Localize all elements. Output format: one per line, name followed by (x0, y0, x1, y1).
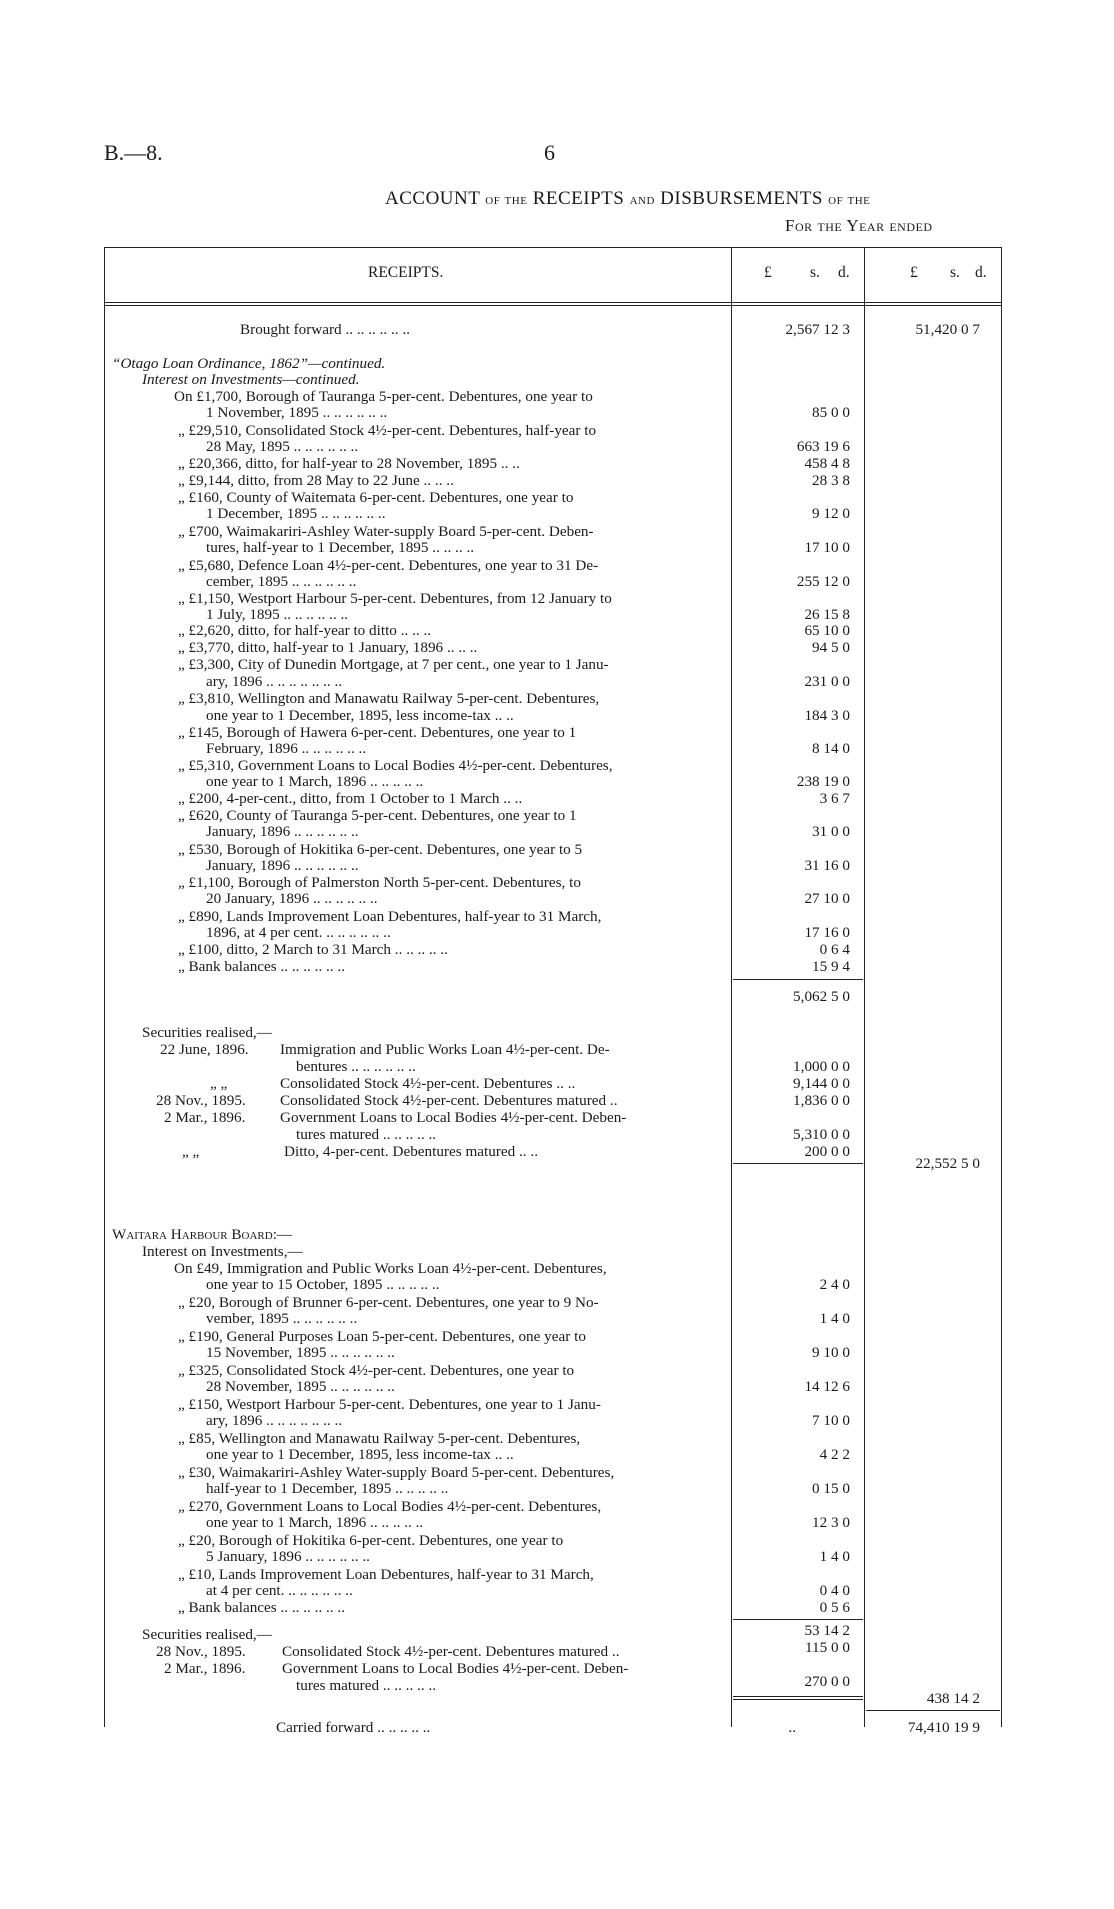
page-title: ACCOUNT of the RECEIPTS and DISBURSEMENTS of the (385, 188, 871, 209)
securities-amount: 200 0 0 (804, 1143, 850, 1160)
securities-date: „ „ (182, 1143, 200, 1160)
securities-line: tures matured .. .. .. .. .. (296, 1677, 437, 1694)
ledger-line: „ Bank balances .. .. .. .. .. .. (178, 1599, 346, 1616)
col-divider-2 (864, 247, 865, 1727)
header-rule (104, 302, 1002, 303)
ledger-line: „ £3,300, City of Dunedin Mortgage, at 7 per cent., one year to 1 Janu- (178, 656, 609, 673)
ledger-amount: 31 0 0 (812, 823, 850, 840)
securities-amount: 1,836 0 0 (793, 1092, 850, 1109)
ledger-line: „ £5,310, Government Loans to Local Bodies 4½-per-cent. Debentures, (178, 757, 613, 774)
ledger-amount: 1 4 0 (819, 1548, 850, 1565)
ledger-line: „ £150, Westport Harbour 5-per-cent. Debentures, one year to 1 Janu- (178, 1396, 601, 1413)
ledger-line: one year to 15 October, 1895 .. .. .. .. .. (206, 1276, 440, 1293)
securities-line: Consolidated Stock 4½-per-cent. Debentures matured .. (282, 1643, 620, 1660)
ledger-amount: 31 16 0 (804, 857, 850, 874)
securities-amount: 9,144 0 0 (793, 1075, 850, 1092)
ledger-line: On £49, Immigration and Public Works Loan 4½-per-cent. Debentures, (174, 1260, 607, 1277)
ledger-amount: 8 14 0 (812, 740, 850, 757)
ledger-line: „ £1,150, Westport Harbour 5-per-cent. Debentures, from 12 January to (178, 590, 612, 607)
ledger-line: „ £270, Government Loans to Local Bodies 4½-per-cent. Debentures, (178, 1498, 602, 1515)
securities-date: 28 Nov., 1895. (156, 1643, 246, 1660)
ledger-amount: 0 4 0 (819, 1582, 850, 1599)
ledger-amount: 27 10 0 (804, 890, 850, 907)
ledger-line: On £1,700, Borough of Tauranga 5-per-cent. Debentures, one year to (174, 388, 593, 405)
ledger-line: January, 1896 .. .. .. .. .. .. (206, 823, 359, 840)
ledger-line: „ £700, Waimakariri-Ashley Water-supply Board 5-per-cent. Deben- (178, 523, 594, 540)
ledger-amount: 17 10 0 (804, 539, 850, 556)
ledger-line: „ £3,810, Wellington and Manawatu Railway 5-per-cent. Debentures, (178, 690, 600, 707)
ledger-amount: 184 3 0 (804, 707, 850, 724)
ledger-line: „ Bank balances .. .. .. .. .. .. (178, 958, 346, 975)
ledger-line: one year to 1 December, 1895, less income-tax .. .. (206, 1446, 514, 1463)
ledger-amount: 255 12 0 (796, 573, 850, 590)
brought-forward-c2: 51,420 0 7 (915, 321, 980, 338)
header-rule-2 (104, 305, 1002, 306)
securities-line: tures matured .. .. .. .. .. (296, 1126, 437, 1143)
col-divider-1 (731, 247, 732, 1727)
ledger-amount: 0 5 6 (819, 1599, 850, 1616)
ledger-line: one year to 1 March, 1896 .. .. .. .. .. (206, 1514, 424, 1531)
ledger-line: „ £3,770, ditto, half-year to 1 January, 1896 .. .. .. (178, 639, 478, 656)
ledger-line: „ £2,620, ditto, for half-year to ditto .. .. .. (178, 622, 432, 639)
ledger-line: „ £1,100, Borough of Palmerston North 5-per-cent. Debentures, to (178, 874, 581, 891)
securities-date: 2 Mar., 1896. (164, 1109, 246, 1126)
securities-date: 22 June, 1896. (160, 1041, 249, 1058)
table-right-rule (1001, 247, 1002, 1727)
ledger-amount: 458 4 8 (804, 455, 850, 472)
ledger-line: „ £9,144, ditto, from 28 May to 22 June .. .. .. (178, 472, 454, 489)
ledger-amount: 17 16 0 (804, 924, 850, 941)
otago-total: 22,552 5 0 (915, 1155, 980, 1172)
ledger-line: one year to 1 March, 1896 .. .. .. .. .. (206, 773, 424, 790)
securities-line: Government Loans to Local Bodies 4½-per-cent. Deben- (280, 1109, 627, 1126)
securities-line: bentures .. .. .. .. .. .. (296, 1058, 416, 1075)
securities-date: „ „ (210, 1075, 228, 1092)
ledger-line: „ £890, Lands Improvement Loan Debentures, half-year to 31 March, (178, 908, 602, 925)
ledger-line: „ £10, Lands Improvement Loan Debentures, half-year to 31 March, (178, 1566, 594, 1583)
ledger-line: 1 July, 1895 .. .. .. .. .. .. (206, 606, 349, 623)
waitara-interest-heading: Interest on Investments,— (142, 1243, 303, 1260)
brought-forward-label: Brought forward .. .. .. .. .. .. (240, 321, 410, 338)
otago-heading: “Otago Loan Ordinance, 1862”—continued. (112, 355, 386, 372)
brought-forward-c1: 2,567 12 3 (785, 321, 850, 338)
ledger-line: one year to 1 December, 1895, less income-tax .. .. (206, 707, 514, 724)
securities-amount: 5,310 0 0 (793, 1126, 850, 1143)
securities-date: 2 Mar., 1896. (164, 1660, 246, 1677)
ledger-amount: 3 6 7 (819, 790, 850, 807)
ledger-line: „ £20, Borough of Hokitika 6-per-cent. Debentures, one year to (178, 1532, 564, 1549)
securities-line: Government Loans to Local Bodies 4½-per-cent. Deben- (282, 1660, 629, 1677)
page-number: 6 (544, 140, 555, 165)
carried-forward-c1: .. (788, 1719, 796, 1736)
subtotal-rule (733, 979, 863, 980)
ledger-line: 28 November, 1895 .. .. .. .. .. .. (206, 1378, 395, 1395)
ledger-line: 20 January, 1896 .. .. .. .. .. .. (206, 890, 378, 907)
waitara-securities-heading: Securities realised,— (142, 1626, 272, 1643)
ledger-line: ary, 1896 .. .. .. .. .. .. .. (206, 1412, 343, 1429)
ledger-line: „ £200, 4-per-cent., ditto, from 1 October to 1 March .. .. (178, 790, 523, 807)
ledger-line: 15 November, 1895 .. .. .. .. .. .. (206, 1344, 395, 1361)
ledger-amount: 15 9 4 (812, 958, 850, 975)
section-rule (733, 1163, 863, 1164)
ledger-line: „ £29,510, Consolidated Stock 4½-per-cent. Debentures, half-year to (178, 422, 597, 439)
pence-header-1: d. (838, 264, 850, 281)
ledger-line: 1 December, 1895 .. .. .. .. .. .. (206, 505, 386, 522)
securities-date: 28 Nov., 1895. (156, 1092, 246, 1109)
ledger-line: February, 1896 .. .. .. .. .. .. (206, 740, 367, 757)
ledger-amount: 26 15 8 (804, 606, 850, 623)
carried-forward-c2: 74,410 19 9 (907, 1719, 980, 1736)
ledger-line: „ £530, Borough of Hokitika 6-per-cent. Debentures, one year to 5 (178, 841, 583, 858)
securities-amount: 270 0 0 (804, 1673, 850, 1690)
otago-subtotal: 5,062 5 0 (793, 988, 850, 1005)
ledger-amount: 28 3 8 (812, 472, 850, 489)
ledger-line: „ £85, Wellington and Manawatu Railway 5-per-cent. Debentures, (178, 1430, 581, 1447)
securities-amount: 1,000 0 0 (793, 1058, 850, 1075)
pounds-header-1: £ (764, 264, 772, 281)
ledger-amount: 14 12 6 (804, 1378, 850, 1395)
total-rule (866, 1710, 1000, 1711)
ledger-line: „ £20, Borough of Brunner 6-per-cent. Debentures, one year to 9 No- (178, 1294, 599, 1311)
ledger-amount: 85 0 0 (812, 404, 850, 421)
ledger-line: half-year to 1 December, 1895 .. .. .. .. .. (206, 1480, 449, 1497)
waitara-total: 438 14 2 (926, 1690, 980, 1707)
securities-line: Ditto, 4-per-cent. Debentures matured .. .. (284, 1143, 538, 1160)
securities-heading: Securities realised,— (142, 1024, 272, 1041)
ledger-line: cember, 1895 .. .. .. .. .. .. (206, 573, 357, 590)
ledger-amount: 94 5 0 (812, 639, 850, 656)
ledger-amount: 663 19 6 (796, 438, 850, 455)
interest-heading: Interest on Investments—continued. (142, 371, 360, 388)
ledger-amount: 4 2 2 (819, 1446, 850, 1463)
ledger-amount: 238 19 0 (796, 773, 850, 790)
ledger-line: ary, 1896 .. .. .. .. .. .. .. (206, 673, 343, 690)
ledger-line: „ £190, General Purposes Loan 5-per-cent. Debentures, one year to (178, 1328, 586, 1345)
ledger-amount: 12 3 0 (812, 1514, 850, 1531)
ledger-line: „ £5,680, Defence Loan 4½-per-cent. Debentures, one year to 31 De- (178, 557, 599, 574)
ledger-line: „ £620, County of Tauranga 5-per-cent. Debentures, one year to 1 (178, 807, 577, 824)
section-rule-2 (733, 1699, 863, 1700)
ledger-line: „ £145, Borough of Hawera 6-per-cent. Debentures, one year to 1 (178, 724, 577, 741)
pence-header-2: d. (975, 264, 987, 281)
table-left-rule (104, 247, 105, 1727)
ledger-amount: 2 4 0 (819, 1276, 850, 1293)
ledger-amount: 1 4 0 (819, 1310, 850, 1327)
carried-forward-label: Carried forward .. .. .. .. .. (276, 1719, 431, 1736)
shillings-header-1: s. (810, 264, 820, 281)
pounds-header-2: £ (910, 264, 918, 281)
ledger-line: 5 January, 1896 .. .. .. .. .. .. (206, 1548, 370, 1565)
waitara-heading: Waitara Harbour Board:— (112, 1226, 293, 1243)
ledger-line: January, 1896 .. .. .. .. .. .. (206, 857, 359, 874)
subtotal-rule (733, 1619, 863, 1620)
securities-line: Consolidated Stock 4½-per-cent. Debentures .. .. (280, 1075, 576, 1092)
ledger-line: 28 May, 1895 .. .. .. .. .. .. (206, 438, 359, 455)
securities-line: Immigration and Public Works Loan 4½-per-cent. De- (280, 1041, 610, 1058)
ledger-line: 1 November, 1895 .. .. .. .. .. .. (206, 404, 388, 421)
ledger-line: 1896, at 4 per cent. .. .. .. .. .. .. (206, 924, 391, 941)
section-rule (733, 1696, 863, 1697)
ledger-amount: 231 0 0 (804, 673, 850, 690)
securities-amount: 115 0 0 (805, 1639, 850, 1656)
shillings-header-2: s. (950, 264, 960, 281)
ledger-line: at 4 per cent. .. .. .. .. .. .. (206, 1582, 353, 1599)
waitara-subtotal: 53 14 2 (804, 1622, 850, 1639)
ledger-line: „ £20,366, ditto, for half-year to 28 November, 1895 .. .. (178, 455, 520, 472)
table-top-rule (104, 247, 1002, 248)
ledger-line: „ £30, Waimakariri-Ashley Water-supply Board 5-per-cent. Debentures, (178, 1464, 615, 1481)
ledger-line: vember, 1895 .. .. .. .. .. .. (206, 1310, 358, 1327)
ledger-amount: 9 10 0 (812, 1344, 850, 1361)
ledger-amount: 7 10 0 (812, 1412, 850, 1429)
ledger-line: „ £160, County of Waitemata 6-per-cent. Debentures, one year to (178, 489, 574, 506)
document-reference: B.—8. (104, 140, 163, 165)
ledger-line: tures, half-year to 1 December, 1895 .. .. .. .. (206, 539, 475, 556)
ledger-line: „ £325, Consolidated Stock 4½-per-cent. Debentures, one year to (178, 1362, 575, 1379)
ledger-line: „ £100, ditto, 2 March to 31 March .. .. .. .. .. (178, 941, 448, 958)
ledger-amount: 0 15 0 (812, 1480, 850, 1497)
ledger-amount: 65 10 0 (804, 622, 850, 639)
ledger-amount: 9 12 0 (812, 505, 850, 522)
page-subtitle: For the Year ended (785, 216, 933, 235)
securities-line: Consolidated Stock 4½-per-cent. Debentures matured .. (280, 1092, 618, 1109)
receipts-column-header: RECEIPTS. (368, 264, 444, 281)
ledger-amount: 0 6 4 (819, 941, 850, 958)
